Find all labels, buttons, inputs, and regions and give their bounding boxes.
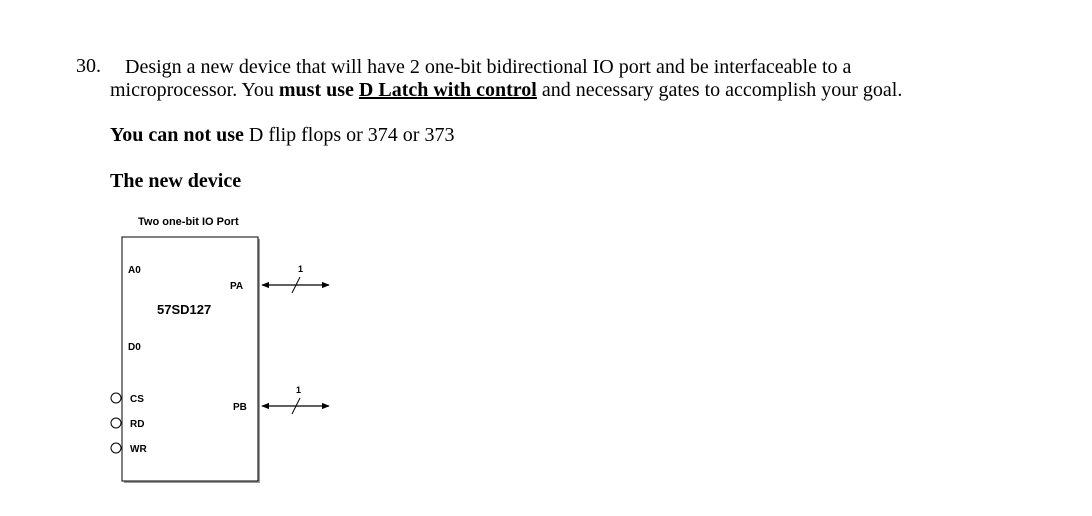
pin-wr-label: WR (130, 444, 147, 455)
restriction-text: D flip flops or 374 or 373 (243, 124, 455, 146)
port-pa-label: PA (230, 281, 244, 292)
cs-active-low-bubble-icon (111, 393, 121, 403)
pa-bus-width: 1 (298, 264, 304, 274)
device-heading: The new device (110, 170, 242, 192)
pin-d0-label: D0 (128, 342, 141, 353)
pin-a0-label: A0 (128, 265, 141, 276)
rd-active-low-bubble-icon (111, 418, 121, 428)
pb-bus-width: 1 (296, 385, 302, 395)
question-text-line2-start: microprocessor. You (110, 79, 279, 101)
pin-rd-label: RD (130, 419, 145, 430)
pin-cs-label: CS (130, 394, 144, 405)
must-use-emphasis: must use (278, 79, 359, 101)
d-latch-requirement: D Latch with control (358, 79, 537, 101)
restriction-emphasis: You can not use (110, 124, 244, 146)
question-text-line2-end: and necessary gates to accomplish your goal. (536, 79, 903, 101)
wr-active-low-bubble-icon (111, 443, 121, 453)
diagram-caption: Two one-bit IO Port (138, 216, 239, 228)
chip-name: 57SD127 (157, 302, 212, 317)
question-text-line1: Design a new device that will have 2 one-bit bidirectional IO port and be interfaceable to a (125, 56, 852, 78)
port-pb-label: PB (233, 402, 247, 413)
question-number: 30. (76, 55, 101, 77)
